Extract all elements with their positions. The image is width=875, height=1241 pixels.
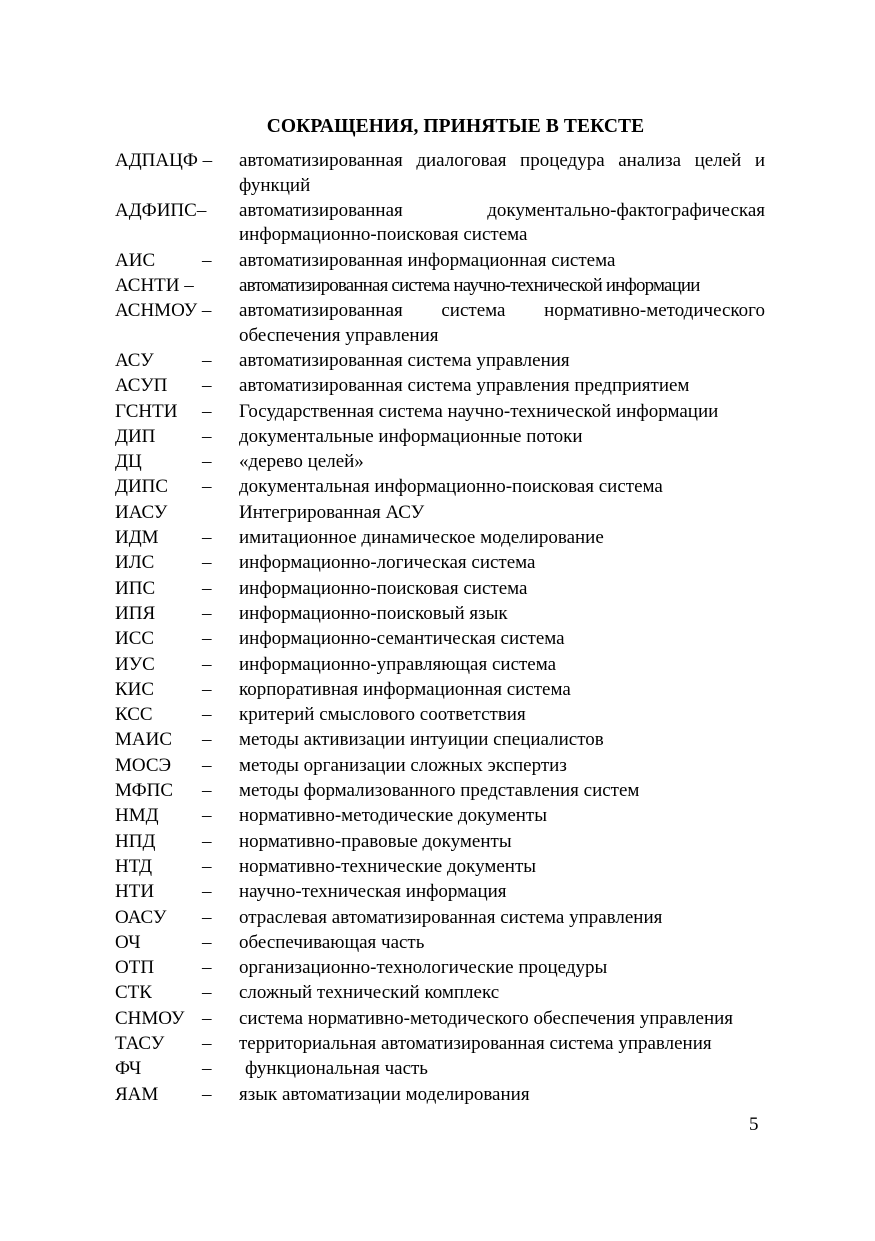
abbreviation-definition: корпоративная информационная система: [239, 678, 571, 700]
page-number: 5: [749, 1114, 759, 1135]
abbreviation-list: [115, 149, 765, 1108]
abbreviation-entry: [115, 1083, 765, 1108]
abbreviation-entry: [115, 1007, 765, 1032]
abbreviation-code: ТАСУ: [115, 1033, 165, 1054]
abbreviation-entry: [115, 906, 765, 931]
dash-separator: –: [202, 527, 212, 549]
abbreviation-entry: [115, 627, 765, 652]
abbreviation-code: СНМОУ: [115, 1007, 185, 1029]
abbreviation-definition: автоматизированная диалоговая процедура анализа целей и функций: [239, 150, 765, 196]
abbreviation-entry: [115, 653, 765, 678]
dash-separator: –: [202, 628, 212, 650]
dash-separator: –: [202, 830, 212, 852]
abbreviation-term: [115, 299, 239, 348]
dash-separator: –: [202, 754, 212, 776]
abbreviation-definition: информационно-логическая система: [239, 552, 536, 574]
abbreviation-definition: нормативно-технические документы: [239, 855, 537, 877]
abbreviation-definition: информационно-поисковый язык: [239, 602, 508, 624]
dash-separator: –: [202, 375, 212, 397]
abbreviation-definition: методы формализованного представления систем: [239, 780, 640, 802]
abbreviation-code: ДИП: [115, 425, 156, 447]
abbreviation-code: АИС: [115, 249, 156, 271]
abbreviation-code: ИСС: [115, 628, 155, 650]
abbreviation-code: ЯАМ: [115, 1083, 159, 1105]
dash-separator: –: [202, 400, 212, 422]
abbreviation-definition: отраслевая автоматизированная система управления: [239, 906, 663, 928]
dash-separator: –: [202, 349, 212, 371]
abbreviation-term: [115, 199, 239, 248]
abbreviation-definition: автоматизированная документально-фактографическая информационно-поисковая система: [239, 199, 765, 246]
dash-separator: –: [202, 552, 212, 574]
abbreviation-term: [115, 551, 239, 576]
dash-separator: –: [202, 1058, 212, 1080]
abbreviation-entry: [115, 602, 765, 627]
abbreviation-code: АСНТИ: [115, 274, 180, 296]
dash-separator: –: [196, 199, 207, 221]
abbreviation-definition: Интегрированная АСУ: [239, 501, 425, 523]
abbreviation-entry: [115, 551, 765, 576]
abbreviation-definition: обеспечивающая часть: [239, 931, 425, 953]
abbreviation-code: ИДМ: [115, 527, 159, 549]
abbreviation-code: ГСНТИ: [115, 400, 178, 422]
abbreviation-term: [115, 349, 239, 374]
abbreviation-term: [115, 149, 239, 198]
abbreviation-entry: [115, 804, 765, 829]
abbreviation-term: [115, 804, 239, 829]
dash-separator: –: [202, 780, 212, 802]
abbreviation-code: НПД: [115, 830, 156, 852]
abbreviation-definition: автоматизированная система управления предприятием: [239, 375, 690, 397]
dash-separator: –: [202, 906, 212, 928]
abbreviation-definition: имитационное динамическое моделирование: [239, 527, 604, 549]
dash-separator: –: [202, 425, 212, 447]
abbreviation-term: [115, 754, 239, 779]
abbreviation-code: ФЧ: [115, 1058, 142, 1080]
abbreviation-entry: [115, 1057, 765, 1082]
abbreviation-definition: научно-техническая информация: [239, 881, 507, 903]
abbreviation-code: КИС: [115, 678, 155, 700]
abbreviation-term: [115, 425, 239, 450]
abbreviation-code: ОАСУ: [115, 906, 167, 928]
abbreviation-entry: [115, 526, 765, 551]
abbreviation-entry: [115, 830, 765, 855]
dash-separator: –: [202, 1083, 212, 1105]
abbreviation-term: [115, 703, 239, 728]
abbreviation-term: [115, 880, 239, 905]
abbreviation-code: ИУС: [115, 653, 155, 675]
abbreviation-term: [115, 450, 239, 475]
abbreviation-entry: [115, 754, 765, 779]
abbreviation-code: НТД: [115, 855, 153, 877]
abbreviation-entry: [115, 400, 765, 425]
abbreviation-term: [115, 931, 239, 956]
abbreviation-entry: [115, 880, 765, 905]
abbreviation-definition: автоматизированная информационная система: [239, 249, 616, 271]
abbreviation-code: ДЦ: [115, 451, 142, 473]
abbreviation-entry: [115, 299, 765, 348]
abbreviation-code: НТИ: [115, 881, 155, 903]
abbreviation-entry: [115, 779, 765, 804]
abbreviation-term: [115, 1007, 239, 1032]
abbreviation-code: ДИПС: [115, 476, 169, 498]
abbreviation-entry: [115, 149, 765, 198]
dash-separator: –: [202, 451, 212, 473]
abbreviation-term: [115, 1057, 239, 1082]
abbreviation-entry: [115, 956, 765, 981]
abbreviation-definition: нормативно-правовые документы: [239, 830, 512, 852]
abbreviation-definition: функциональная часть: [245, 1058, 428, 1080]
abbreviation-term: [115, 577, 239, 602]
abbreviation-entry: [115, 249, 765, 274]
abbreviation-term: [115, 400, 239, 425]
abbreviation-definition: Государственная система научно-технической информации: [239, 400, 719, 422]
dash-separator: –: [202, 881, 212, 903]
abbreviation-term: [115, 956, 239, 981]
abbreviation-code: ОЧ: [115, 931, 141, 953]
dash-separator: –: [202, 957, 212, 979]
dash-separator: –: [201, 300, 212, 322]
dash-separator: –: [202, 476, 212, 498]
abbreviation-term: [115, 501, 239, 526]
abbreviation-entry: [115, 703, 765, 728]
abbreviation-code: ИЛС: [115, 552, 155, 574]
abbreviation-definition: система нормативно-методического обеспечения управления: [239, 1007, 734, 1029]
abbreviation-entry: [115, 1032, 765, 1057]
abbreviation-entry: [115, 349, 765, 374]
abbreviation-entry: [115, 678, 765, 703]
abbreviation-entry: [115, 274, 765, 299]
abbreviation-definition: информационно-управляющая система: [239, 653, 557, 675]
dash-separator: –: [202, 150, 213, 171]
abbreviation-term: [115, 602, 239, 627]
abbreviation-definition: автоматизированная система научно-технической информации: [239, 274, 700, 296]
dash-separator: –: [202, 729, 212, 751]
abbreviation-code: АСНМОУ: [115, 300, 198, 322]
abbreviation-entry: [115, 577, 765, 602]
abbreviation-code: АСУ: [115, 349, 154, 371]
abbreviation-code: АДПАЦФ: [115, 150, 198, 171]
abbreviation-term: [115, 906, 239, 931]
dash-separator: –: [202, 855, 212, 877]
abbreviation-entry: [115, 475, 765, 500]
abbreviation-entry: [115, 931, 765, 956]
page-title: СОКРАЩЕНИЯ, ПРИНЯТЫЕ В ТЕКСТЕ: [266, 116, 645, 137]
abbreviation-code: АСУП: [115, 375, 168, 397]
abbreviation-definition: документальная информационно-поисковая система: [239, 476, 663, 498]
abbreviation-term: [115, 779, 239, 804]
abbreviation-definition: язык автоматизации моделирования: [239, 1083, 530, 1105]
abbreviation-code: МАИС: [115, 729, 173, 751]
abbreviation-entry: [115, 501, 765, 526]
abbreviation-term: [115, 526, 239, 551]
abbreviation-definition: методы активизации интуиции специалистов: [239, 729, 604, 751]
dash-separator: –: [202, 805, 212, 827]
abbreviation-entry: [115, 728, 765, 753]
abbreviation-definition: территориальная автоматизированная система управления: [239, 1033, 712, 1054]
abbreviation-term: [115, 981, 239, 1006]
abbreviation-entry: [115, 981, 765, 1006]
abbreviation-code: КСС: [115, 704, 153, 726]
abbreviation-code: ОТП: [115, 957, 155, 979]
dash-separator: –: [202, 982, 212, 1004]
abbreviation-term: [115, 249, 239, 274]
abbreviation-term: [115, 830, 239, 855]
abbreviation-code: СТК: [115, 982, 152, 1004]
abbreviation-definition: методы организации сложных экспертиз: [239, 754, 567, 776]
abbreviation-code: МФПС: [115, 780, 174, 802]
abbreviation-definition: информационно-поисковая система: [239, 577, 528, 599]
abbreviation-entry: [115, 374, 765, 399]
abbreviation-code: АДФИПС: [115, 199, 197, 221]
dash-separator: –: [202, 602, 212, 624]
dash-separator: –: [202, 1007, 212, 1029]
abbreviation-term: [115, 1083, 239, 1108]
abbreviation-term: [115, 627, 239, 652]
abbreviation-code: ИПЯ: [115, 602, 156, 624]
abbreviation-code: МОСЭ: [115, 754, 172, 776]
dash-separator: –: [202, 249, 212, 271]
abbreviation-code: НМД: [115, 805, 159, 827]
dash-separator: –: [202, 1033, 212, 1054]
abbreviation-definition: автоматизированная система нормативно-методического обеспечения управления: [239, 300, 765, 346]
abbreviation-term: [115, 274, 239, 299]
abbreviation-term: [115, 678, 239, 703]
abbreviation-definition: организационно-технологические процедуры: [239, 957, 608, 979]
abbreviation-entry: [115, 450, 765, 475]
abbreviation-definition: сложный технический комплекс: [239, 982, 500, 1004]
abbreviation-term: [115, 855, 239, 880]
dash-separator: –: [202, 931, 212, 953]
abbreviation-term: [115, 374, 239, 399]
abbreviation-definition: информационно-семантическая система: [239, 628, 565, 650]
abbreviation-entry: [115, 425, 765, 450]
abbreviation-code: ИПС: [115, 577, 156, 599]
abbreviation-entry: [115, 855, 765, 880]
abbreviation-entry: [115, 199, 765, 248]
abbreviation-term: [115, 653, 239, 678]
abbreviation-definition: автоматизированная система управления: [239, 349, 570, 371]
abbreviation-code: ИАСУ: [115, 501, 168, 523]
abbreviation-definition: документальные информационные потоки: [239, 425, 583, 447]
abbreviation-term: [115, 1032, 239, 1057]
dash-separator: –: [202, 653, 212, 675]
abbreviation-term: [115, 475, 239, 500]
dash-separator: –: [202, 704, 212, 726]
abbreviation-term: [115, 728, 239, 753]
abbreviation-definition: «дерево целей»: [239, 451, 364, 473]
abbreviation-definition: нормативно-методические документы: [239, 805, 547, 827]
abbreviation-definition: критерий смыслового соответствия: [239, 704, 526, 726]
dash-separator: –: [184, 274, 194, 296]
dash-separator: –: [202, 678, 212, 700]
dash-separator: –: [202, 577, 212, 599]
